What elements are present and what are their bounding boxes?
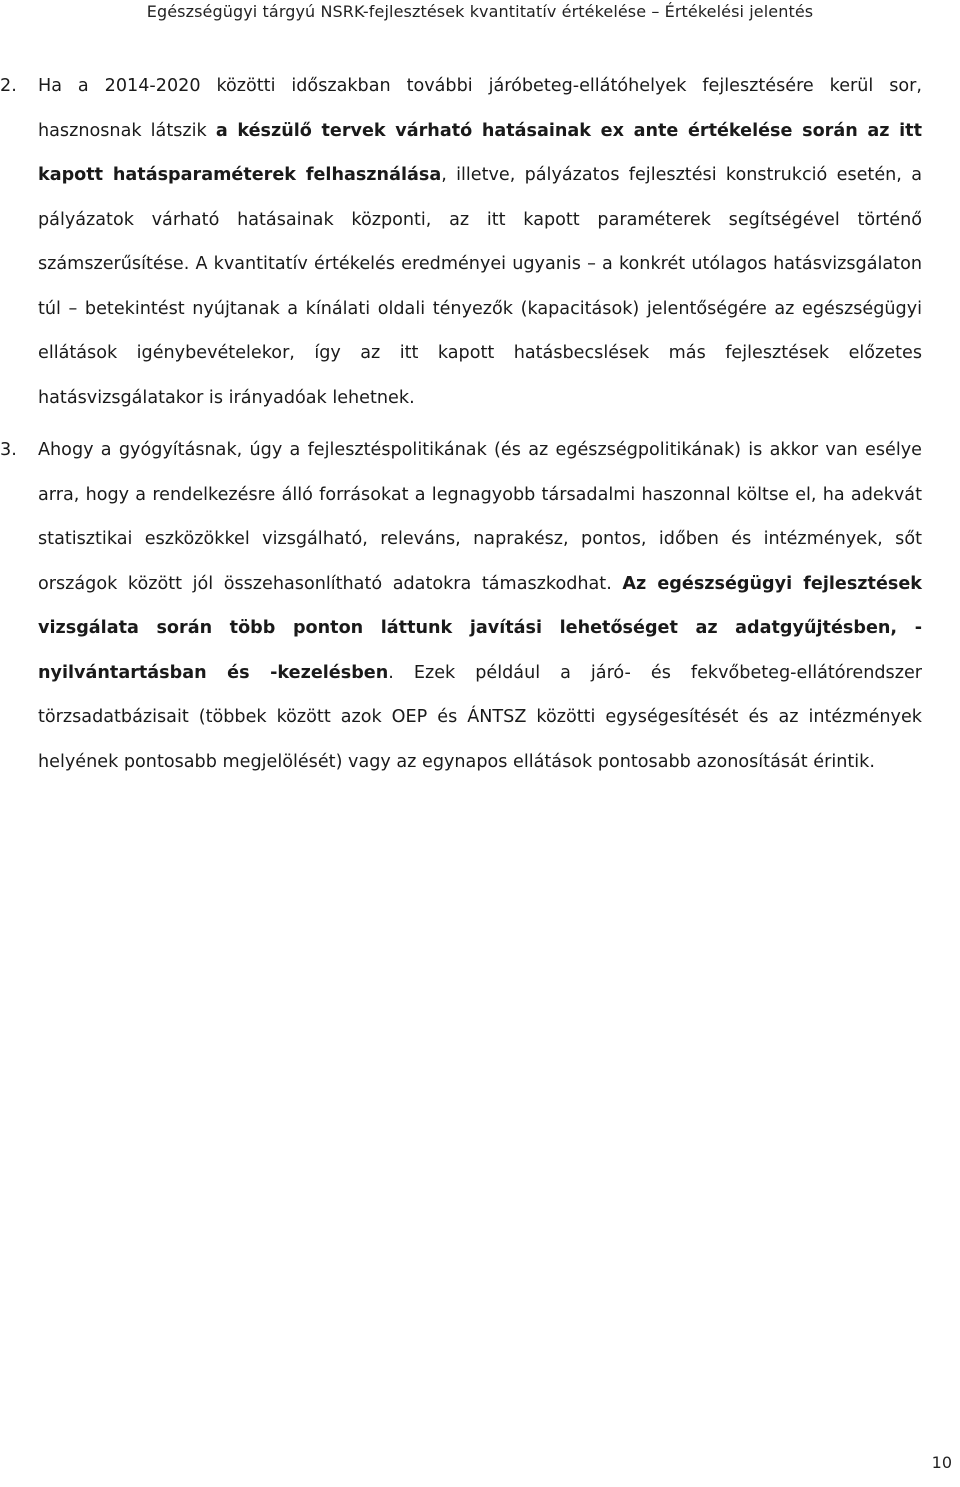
running-header [0, 0, 960, 30]
list-item-number: 2. [0, 76, 17, 96]
list-item-2 [0, 64, 922, 420]
emphasized-text-segment: a készülő tervek várható hatásainak ex ante értékelése során az itt kapott hatásparaméterek felhasználása [38, 120, 922, 185]
emphasized-text-segment: Az egészségügyi fejlesztések vizsgálata során több ponton láttunk javítási lehetőséget az adatgyűjtésben, -nyilvántartásban és -kezelésben [38, 573, 922, 683]
document-body [0, 64, 960, 784]
text-segment: . Ezek például a járó- és fekvőbeteg-ellátórendszer törzsadatbázisait (többek között azok OEP és ÁNTSZ közötti egységesítését és az intézmények helyének pontosabb megjelölését) vagy az egynapos ellátások pontosabb azonosítását érintik. [38, 662, 922, 772]
text-segment: Ha a 2014-2020 közötti időszakban további járóbeteg-ellátóhelyek fejlesztésére kerül sor, hasznosnak látszik [38, 76, 922, 141]
list-item-3 [0, 428, 922, 784]
text-segment: Ahogy a gyógyításnak, úgy a fejlesztéspolitikának (és az egészségpolitikának) is akkor van esélye arra, hogy a rendelkezésre álló forrásokat a legnagyobb társadalmi haszonnal költse el, ha adekvát statisztikai eszközökkel vizsgálható, releváns, naprakész, pontos, időben és intézmények, sőt országok között jól összehasonlítható adatokra támaszkodhat. [38, 440, 922, 594]
list-item-text [38, 76, 922, 408]
page-number: 10 [931, 1453, 952, 1472]
running-header-title: Egészségügyi tárgyú NSRK-fejlesztések kvantitatív értékelése – Értékelési jelentés [146, 2, 814, 21]
list-item-number: 3. [0, 440, 17, 460]
list-item-text [38, 440, 922, 772]
text-segment: , illetve, pályázatos fejlesztési konstrukció esetén, a pályázatok várható hatásainak központi, az itt kapott paraméterek segítségével történő számszerűsítése. A kvantitatív értékelés eredményei ugyanis – a konkrét utólagos hatásvizsgálaton túl – betekintést nyújtanak a kínálati oldali tényezők (kapacitások) jelentőségére az egészségügyi ellátások igénybevételekor, így az itt kapott hatásbecslések más fejlesztések előzetes hatásvizsgálatakor is irányadóak lehetnek. [38, 165, 922, 408]
